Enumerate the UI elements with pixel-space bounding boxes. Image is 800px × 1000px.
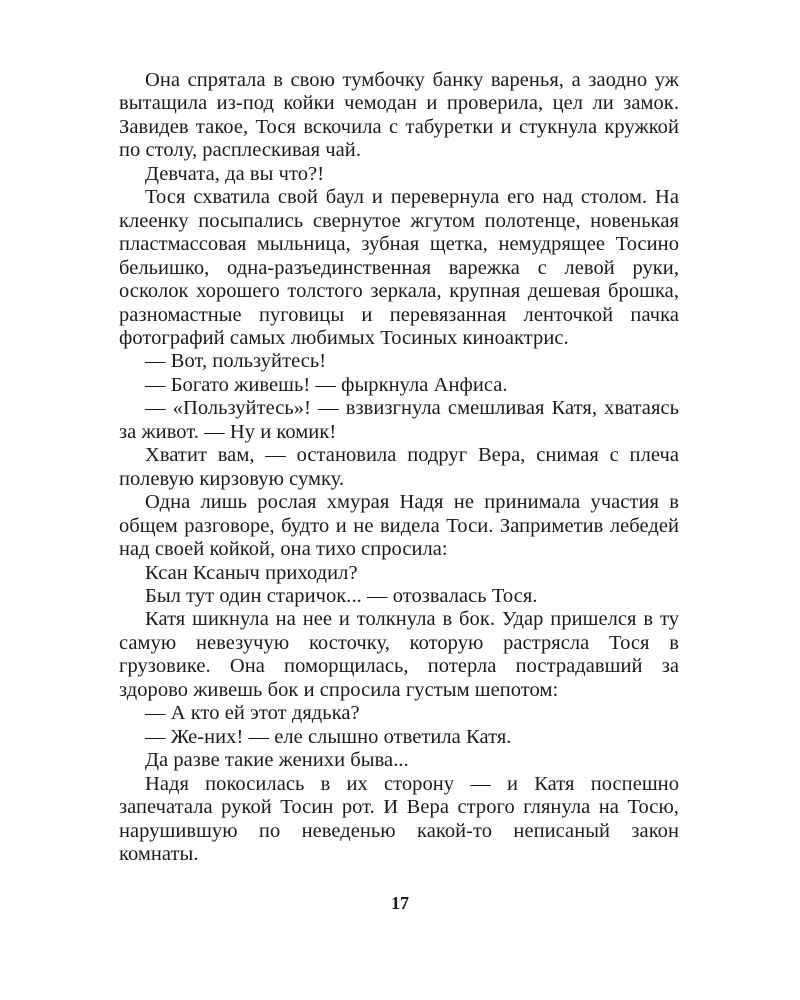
paragraph: Тося схватила свой баул и перевернула его над столом. На клеенку посыпались свернутое жгутом полотенце, новенькая пластмассовая мыльница, зубная щетка, немудрящее Тосино бельишко, одна-разъединственная варежка с левой руки, осколок хорошего толстого зеркала, крупная дешевая брошка, разномастные пуговицы и перевязанная ленточкой пачка фотографий самых любимых Тосиных киноактрис. bbox=[119, 186, 679, 349]
paragraph: Был тут один старичок... — отозвалась Тося. bbox=[145, 584, 538, 607]
paragraph: Одна лишь рослая хмурая Надя не принимала участия в общем разговоре, будто и не видела Тоси. Заприметив лебедей над своей койкой, она тихо спросила: bbox=[119, 491, 679, 561]
paragraph: Надя покосилась в их сторону — и Катя поспешно запечатала рукой Тосин рот. И Вера строго глянула на Тосю, нарушившую по неведенью какой-то неписаный закон комнаты. bbox=[119, 772, 679, 865]
paragraph: — Вот, пользуйтесь! bbox=[145, 350, 327, 373]
page-number: 17 bbox=[391, 893, 409, 913]
paragraph: Ксан Ксаныч приходил? bbox=[145, 561, 358, 584]
paragraph: Девчата, да вы что?! bbox=[145, 162, 325, 185]
paragraph: — Же-них! — еле слышно ответила Катя. bbox=[145, 725, 512, 748]
paragraph: Катя шикнула на нее и толкнула в бок. Удар пришелся в ту самую невезучую косточку, которую растрясла Тося в грузовике. Она поморщилась, потерла пострадавший за здорово живешь бок и спросила густым шепотом: bbox=[119, 608, 679, 701]
paragraph: Она спрятала в свою тумбочку банку варенья, а заодно уж вытащила из-под койки чемодан и проверила, цел ли замок. Завидев такое, Тося вскочила с табуретки и стукнула кружкой по столу, расплескивая чай. bbox=[119, 69, 679, 162]
text-block bbox=[119, 69, 679, 866]
paragraph: — А кто ей этот дядька? bbox=[145, 702, 360, 725]
paragraph: Да разве такие женихи быва... bbox=[145, 749, 409, 772]
paragraph: — Богато живешь! — фыркнула Анфиса. bbox=[145, 373, 508, 396]
paragraph: — «Пользуйтесь»! — взвизгнула смешливая Катя, хватаясь за живот. — Ну и комик! bbox=[119, 397, 679, 443]
paragraph: Хватит вам, — остановила подруг Вера, снимая с плеча полевую кирзовую сумку. bbox=[119, 444, 679, 490]
